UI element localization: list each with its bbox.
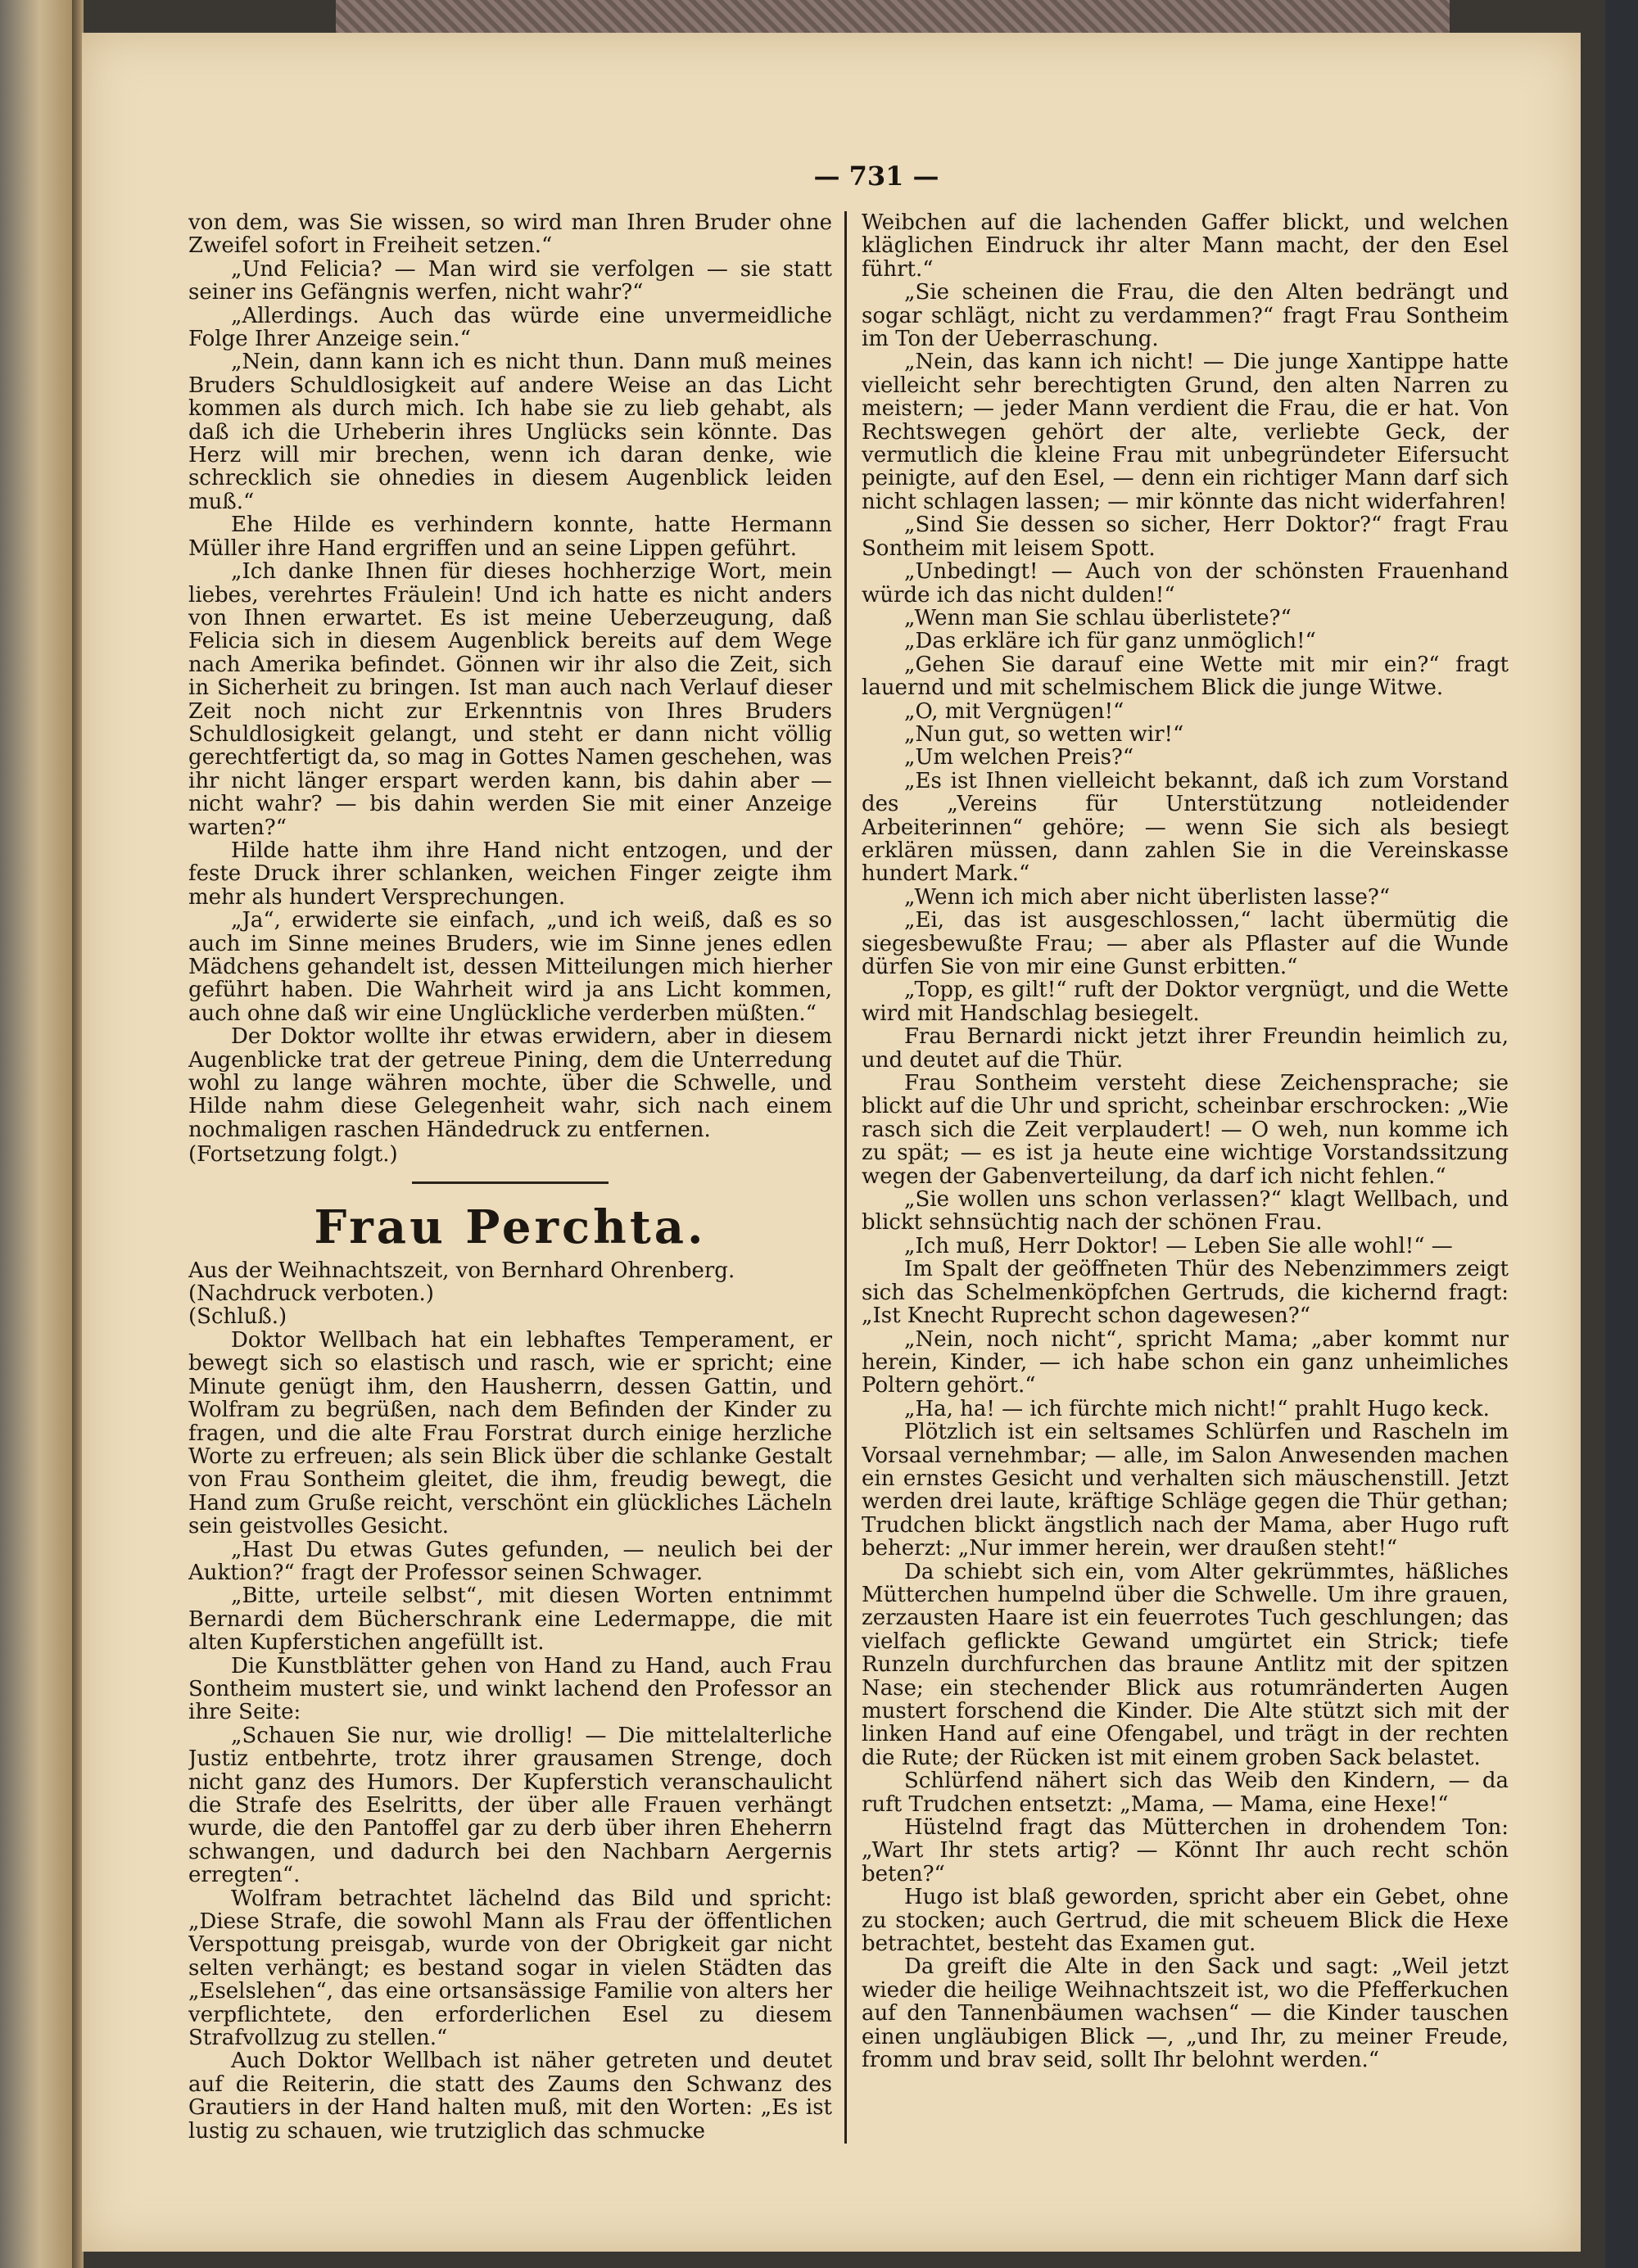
paragraph: Doktor Wellbach hat ein lebhaftes Temperament, er bewegt sich so elastisch und rasch, wie er spricht; eine Minute genügt ihm, den Hausherrn, dessen Gattin, und Wolfram zu begrüßen, nach dem Befinden der Kinder zu fragen, und die alte Frau Forstrat durch einige herzliche Worte zu erfreuen; als sein Blick über die schlanke Gestalt von Frau Sontheim gleitet, die ihm, freudig bewegt, die Hand zum Gruße reicht, verschönt ein glückliches Lächeln sein geistvolles Gesicht. xyxy=(188,1327,832,1539)
paragraph: „Um welchen Preis?“ xyxy=(904,745,1134,770)
conclusion-note: (Schluß.) xyxy=(188,1304,287,1330)
paragraph: Frau Bernardi nickt jetzt ihrer Freundin heimlich zu, und deutet auf die Thür. xyxy=(862,1024,1509,1073)
paragraph: „Ei, das ist ausgeschlossen,“ lacht übermütig die siegesbewußte Frau; — aber als Pflaster auf die Wunde dürfen Sie von mir eine Gunst erbitten.“ xyxy=(862,908,1509,979)
paragraph: „Schauen Sie nur, wie drollig! — Die mittelalterliche Justiz entbehrte, trotz ihrer grausamen Strenge, doch nicht ganz des Humors. Der Kupferstich veranschaulicht die Strafe des Eselritts, der über alle Frauen verhängt wurde, die den Pantoffel gar zu derb über ihren Eheherrn schwangen, und dadurch bei den Nachbarn Aergernis erregten“. xyxy=(188,1723,832,1888)
left-column xyxy=(188,211,832,2201)
paragraph: Hüstelnd fragt das Mütterchen in drohendem Ton: „Wart Ihr stets artig? — Könnt Ihr auch recht schön beten?“ xyxy=(862,1815,1509,1886)
paragraph: „Allerdings. Auch das würde eine unvermeidliche Folge Ihrer Anzeige sein.“ xyxy=(188,303,832,352)
paragraph: „Ha, ha! — ich fürchte mich nicht!“ prahlt Hugo keck. xyxy=(904,1396,1490,1421)
right-column xyxy=(862,211,1509,2201)
paragraph: „Sie wollen uns schon verlassen?“ klagt Wellbach, und blickt sehnsüchtig nach der schönen Frau. xyxy=(862,1187,1509,1236)
paragraph: Wolfram betrachtet lächelnd das Bild und spricht: „Diese Strafe, die sowohl Mann als Frau der öffentlichen Verspottung preisgab, wurde von der Obrigkeit gar nicht selten verhängt; es bestand sogar in vielen Städten das „Eselslehen“, das eine ortsansässige Familie von alters her verpflichtete, den erforderlichen Esel zu diesem Strafvollzug zu stellen.“ xyxy=(188,1886,832,2051)
paragraph: Weibchen auf die lachenden Gaffer blickt, und welchen kläglichen Eindruck ihr alter Mann macht, der den Esel führt.“ xyxy=(862,211,1509,282)
paragraph: „Nein, dann kann ich es nicht thun. Dann muß meines Bruders Schuldlosigkeit auf andere Weise an das Licht kommen als durch mich. Ich habe sie zu lieb gehabt, als daß ich die Urheberin ihres Unglücks sein könnte. Das Herz will mir brechen, wenn ich daran denke, wie schrecklich sie ohnedies in diesem Augenblick leiden muß.“ xyxy=(188,350,832,514)
paragraph: „Nein, das kann ich nicht! — Die junge Xantippe hatte vielleicht sehr berechtigten Grund, den alten Narren zu meistern; — jeder Mann verdient die Frau, die er hat. Von Rechtswegen gehört der alte, verliebte Geck, der vermutlich die kleine Frau mit unbegründeter Eifersucht peinigte, auf den Esel, — denn ein richtiger Mann darf sich nicht schlagen lassen; — mir könnte das nicht widerfahren! xyxy=(862,350,1509,514)
paragraph: „Sind Sie dessen so sicher, Herr Doktor?“ fragt Frau Sontheim mit leisem Spott. xyxy=(862,513,1509,561)
paragraph: Frau Sontheim versteht diese Zeichensprache; sie blickt auf die Uhr und spricht, scheinbar erschrocken: „Wie rasch sich die Zeit verplaudert! — O weh, nun komme ich zu spät; — es ist ja heute eine wichtige Vorstandssitzung wegen der Gabenverteilung, da darf ich nicht fehlen.“ xyxy=(862,1071,1509,1189)
byline: Aus der Weihnachtszeit, von Bernhard Ohrenberg. xyxy=(188,1258,735,1283)
paragraph: Plötzlich ist ein seltsames Schlürfen und Rascheln im Vorsaal vernehmbar; — alle, im Salon Anwesenden machen ein ernstes Gesicht und verhalten sich mäuschenstill. Jetzt werden drei laute, kräftige Schläge gegen die Thür gethan; Trudchen blickt ängstlich nach der Mama, aber Hugo ruft beherzt: „Nur immer herein, wer draußen steht!“ xyxy=(862,1420,1509,1561)
paragraph: Da schiebt sich ein, vom Alter gekrümmtes, häßliches Mütterchen humpelnd über die Schwelle. Um ihre grauen, zerzausten Haare ist ein feuerrotes Tuch geschlungen; das vielfach geflickte Gewand umgürtet ein Strick; tiefe Runzeln durchfurchen das braune Antlitz mit der spitzen Nase; ein stechender Blick aus rotumränderten Augen mustert forschend die Kinder. Die Alte stützt sich mit der linken Hand auf eine Ofengabel, und trägt in der rechten die Rute; der Rücken ist mit einem groben Sack belastet. xyxy=(862,1559,1509,1770)
paragraph: Hilde hatte ihm ihre Hand nicht entzogen, und der feste Druck ihrer schlanken, weichen Finger zeigte ihm mehr als hundert Versprechungen. xyxy=(188,838,832,910)
paragraph: Im Spalt der geöffneten Thür des Nebenzimmers zeigt sich das Schelmenköpfchen Gertruds, die kichernd fragt: „Ist Knecht Ruprecht schon dagewesen?“ xyxy=(862,1257,1509,1329)
background-edge xyxy=(1605,0,1638,2268)
adjacent-page-edge xyxy=(0,0,72,2268)
section-divider xyxy=(412,1181,609,1184)
paragraph: „Es ist Ihnen vielleicht bekannt, daß ich zum Vorstand des „Vereins für Unterstützung notleidender Arbeiterinnen“ gehöre; — wenn Sie sich als besiegt erklären müssen, dann zahlen Sie in die Vereinskasse hundert Mark.“ xyxy=(862,768,1509,887)
paragraph: „Unbedingt! — Auch von der schönsten Frauenhand würde ich das nicht dulden!“ xyxy=(862,559,1509,608)
paragraph: Da greift die Alte in den Sack und sagt: „Weil jetzt wieder die heilige Weihnachtszeit ist, wo die Pfefferkuchen auf den Tannenbäumen wachsen“ — die Kinder tauschen einen ungläubigen Blick —, „und Ihr, zu meiner Freude, fromm und brav seid, sollt Ihr belohnt werden.“ xyxy=(862,1954,1509,2073)
paragraph: Auch Doktor Wellbach ist näher getreten und deutet auf die Reiterin, die statt des Zaums den Schwanz des Grautiers in der Hand halten muß, mit den Worten: „Es ist lustig zu schauen, wie trutziglich das schmucke xyxy=(188,2049,832,2144)
paragraph: „Und Felicia? — Man wird sie verfolgen — sie statt seiner ins Gefängnis werfen, nicht wahr?“ xyxy=(188,256,832,305)
story-title: Frau Perchta. xyxy=(314,1200,707,1254)
paragraph: „Gehen Sie darauf eine Wette mit mir ein?“ fragt lauernd und mit schelmischem Blick die junge Witwe. xyxy=(862,652,1509,701)
paragraph: „Wenn man Sie schlau überlistete?“ xyxy=(904,605,1292,630)
paragraph: „Wenn ich mich aber nicht überlisten lasse?“ xyxy=(904,884,1391,910)
paragraph: „Bitte, urteile selbst“, mit diesen Worten entnimmt Bernardi dem Bücherschrank eine Ledermappe, die mit alten Kupferstichen angefüllt ist. xyxy=(188,1584,832,1656)
paragraph: Die Kunstblätter gehen von Hand zu Hand, auch Frau Sontheim mustert sie, und winkt lachend den Professor an ihre Seite: xyxy=(188,1653,832,1725)
paragraph: „Das erkläre ich für ganz unmöglich!“ xyxy=(904,629,1316,654)
page-number: — 731 — xyxy=(813,160,939,192)
paragraph: „Nun gut, so wetten wir!“ xyxy=(904,721,1184,747)
paragraph: „Ja“, erwiderte sie einfach, „und ich weiß, daß es so auch im Sinne meines Bruders, wie im Sinne jenes edlen Mädchens gehandelt ist, dessen Mitteilungen mich hierher geführt haben. Die Wahrheit wird ja ans Licht kommen, auch ohne daß wir eine Unglückliche verderben müßten.“ xyxy=(188,908,832,1026)
paragraph: „O, mit Vergnügen!“ xyxy=(904,698,1124,724)
paragraph: „Sie scheinen die Frau, die den Alten bedrängt und sogar schlägt, nicht zu verdammen?“ fragt Frau Sontheim im Ton der Ueberraschung. xyxy=(862,280,1509,352)
paragraph: Schlürfend nähert sich das Weib den Kindern, — da ruft Trudchen entsetzt: „Mama, — Mama, eine Hexe!“ xyxy=(862,1769,1509,1817)
paragraph: „Ich danke Ihnen für dieses hochherzige Wort, mein liebes, verehrtes Fräulein! Und ich hatte es nicht anders von Ihnen erwartet. Es ist meine Ueberzeugung, daß Felicia sich in diesem Augenblick bereits auf dem Wege nach Amerika befindet. Gönnen wir ihr also die Zeit, sich in Sicherheit zu bringen. Ist man auch nach Verlauf dieser Zeit noch nicht zur Erkenntnis von Ihres Bruders Schuldlosigkeit gelangt, und steht er dann nicht völlig gerechtfertigt da, so mag in Gottes Namen geschehen, was ihr nicht länger erspart werden kann, bis dahin aber — nicht wahr? — bis dahin werden Sie mit einer Anzeige warten?“ xyxy=(188,559,832,840)
paragraph: „Topp, es gilt!“ ruft der Doktor vergnügt, und die Wette wird mit Handschlag besiegelt. xyxy=(862,978,1509,1026)
paragraph: „Ich muß, Herr Doktor! — Leben Sie alle wohl!“ — xyxy=(904,1233,1453,1258)
paragraph: „Hast Du etwas Gutes gefunden, — neulich bei der Auktion?“ fragt der Professor seinen Schwager. xyxy=(188,1537,832,1585)
paragraph: „Nein, noch nicht“, spricht Mama; „aber kommt nur herein, Kinder, — ich habe schon ein ganz unheimliches Poltern gehört.“ xyxy=(862,1326,1509,1398)
continuation-note: (Fortsetzung folgt.) xyxy=(188,1142,398,1168)
paragraph: Der Doktor wollte ihr etwas erwidern, aber in diesem Augenblicke trat der getreue Pining, dem die Unterredung wohl zu lange währen mochte, über die Schwelle, und Hilde nahm diese Gelegenheit wahr, sich nach einem nochmaligen raschen Händedruck zu entfernen. xyxy=(188,1024,832,1142)
column-rule xyxy=(844,211,847,2144)
reprint-notice: (Nachdruck verboten.) xyxy=(188,1281,434,1307)
paragraph: von dem, was Sie wissen, so wird man Ihren Bruder ohne Zweifel sofort in Freiheit setzen.“ xyxy=(188,211,832,259)
paragraph: Ehe Hilde es verhindern konnte, hatte Hermann Müller ihre Hand ergriffen und an seine Lippen geführt. xyxy=(188,513,832,561)
paragraph: Hugo ist blaß geworden, spricht aber ein Gebet, ohne zu stocken; auch Gertrud, die mit scheuem Blick die Hexe betrachtet, besteht das Examen gut. xyxy=(862,1885,1509,1957)
